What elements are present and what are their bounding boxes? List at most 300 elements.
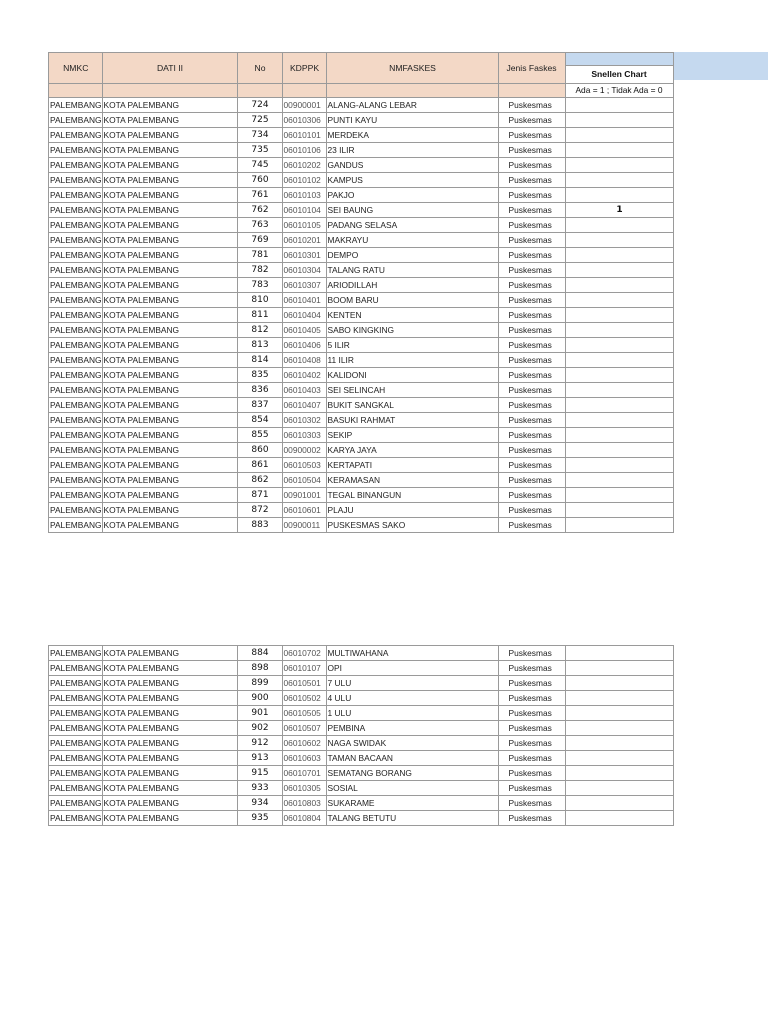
cell-dati: KOTA PALEMBANG — [102, 368, 237, 383]
cell-dati: KOTA PALEMBANG — [102, 293, 237, 308]
cell-no: 860 — [237, 443, 282, 458]
table-row — [49, 721, 674, 736]
table-row — [49, 781, 674, 796]
cell-jenis-faskes: Puskesmas — [498, 488, 565, 503]
cell-no: 735 — [237, 143, 282, 158]
cell-kdppk: 06010201 — [282, 233, 326, 248]
table-row — [49, 113, 674, 128]
cell-jenis-faskes: Puskesmas — [498, 721, 565, 736]
cell-nmfaskes: ARIODILLAH — [326, 278, 498, 293]
cell-nmkc: PALEMBANG — [49, 751, 103, 766]
cell-kdppk: 06010101 — [282, 128, 326, 143]
cell-nmkc: PALEMBANG — [49, 691, 103, 706]
cell-nmfaskes: TALANG RATU — [326, 263, 498, 278]
cell-jenis-faskes: Puskesmas — [498, 308, 565, 323]
cell-kdppk: 06010505 — [282, 706, 326, 721]
cell-no: 899 — [237, 676, 282, 691]
cell-snellen — [565, 443, 673, 458]
table-row — [49, 413, 674, 428]
cell-snellen — [565, 766, 673, 781]
cell-kdppk: 06010102 — [282, 173, 326, 188]
cell-jenis-faskes: Puskesmas — [498, 293, 565, 308]
cell-nmkc: PALEMBANG — [49, 706, 103, 721]
cell-dati: KOTA PALEMBANG — [102, 503, 237, 518]
cell-dati: KOTA PALEMBANG — [102, 413, 237, 428]
cell-nmkc: PALEMBANG — [49, 218, 103, 233]
cell-kdppk: 06010502 — [282, 691, 326, 706]
cell-kdppk: 06010803 — [282, 796, 326, 811]
cell-no: 855 — [237, 428, 282, 443]
cell-kdppk: 06010402 — [282, 368, 326, 383]
cell-snellen — [565, 233, 673, 248]
cell-snellen — [565, 796, 673, 811]
table-row — [49, 398, 674, 413]
table-row — [49, 233, 674, 248]
cell-jenis-faskes: Puskesmas — [498, 473, 565, 488]
table-row — [49, 428, 674, 443]
cell-jenis-faskes: Puskesmas — [498, 368, 565, 383]
cell-jenis-faskes: Puskesmas — [498, 278, 565, 293]
cell-jenis-faskes: Puskesmas — [498, 413, 565, 428]
cell-snellen — [565, 188, 673, 203]
cell-kdppk: 06010103 — [282, 188, 326, 203]
cell-jenis-faskes: Puskesmas — [498, 503, 565, 518]
cell-kdppk: 06010601 — [282, 503, 326, 518]
cell-no: 913 — [237, 751, 282, 766]
cell-no: 814 — [237, 353, 282, 368]
cell-kdppk: 06010302 — [282, 413, 326, 428]
cell-nmkc: PALEMBANG — [49, 428, 103, 443]
table-row — [49, 143, 674, 158]
table-row — [49, 188, 674, 203]
cell-jenis-faskes: Puskesmas — [498, 98, 565, 113]
cell-no: 854 — [237, 413, 282, 428]
cell-snellen — [565, 128, 673, 143]
cell-no: 810 — [237, 293, 282, 308]
cell-snellen — [565, 646, 673, 661]
cell-snellen — [565, 113, 673, 128]
cell-no: 935 — [237, 811, 282, 826]
cell-dati: KOTA PALEMBANG — [102, 488, 237, 503]
cell-kdppk: 06010602 — [282, 736, 326, 751]
table-row — [49, 248, 674, 263]
table-row — [49, 278, 674, 293]
cell-jenis-faskes: Puskesmas — [498, 781, 565, 796]
cell-nmkc: PALEMBANG — [49, 353, 103, 368]
header-jenis-faskes: Jenis Faskes — [498, 53, 565, 84]
table-row — [49, 736, 674, 751]
cell-jenis-faskes: Puskesmas — [498, 646, 565, 661]
header-nmfaskes: NMFASKES — [326, 53, 498, 84]
cell-kdppk: 06010501 — [282, 676, 326, 691]
cell-nmfaskes: PUNTI KAYU — [326, 113, 498, 128]
cell-kdppk: 06010406 — [282, 338, 326, 353]
cell-no: 836 — [237, 383, 282, 398]
cell-nmfaskes: DEMPO — [326, 248, 498, 263]
cell-dati: KOTA PALEMBANG — [102, 128, 237, 143]
cell-dati: KOTA PALEMBANG — [102, 218, 237, 233]
cell-dati: KOTA PALEMBANG — [102, 443, 237, 458]
cell-nmkc: PALEMBANG — [49, 488, 103, 503]
cell-no: 783 — [237, 278, 282, 293]
cell-snellen — [565, 293, 673, 308]
cell-nmkc: PALEMBANG — [49, 646, 103, 661]
cell-nmkc: PALEMBANG — [49, 503, 103, 518]
cell-snellen — [565, 721, 673, 736]
cell-jenis-faskes: Puskesmas — [498, 443, 565, 458]
table-row — [49, 646, 674, 661]
cell-jenis-faskes: Puskesmas — [498, 691, 565, 706]
cell-no: 915 — [237, 766, 282, 781]
cell-nmkc: PALEMBANG — [49, 158, 103, 173]
cell-jenis-faskes: Puskesmas — [498, 338, 565, 353]
cell-no: 862 — [237, 473, 282, 488]
cell-nmkc: PALEMBANG — [49, 721, 103, 736]
table-row — [49, 293, 674, 308]
cell-snellen — [565, 323, 673, 338]
cell-dati: KOTA PALEMBANG — [102, 458, 237, 473]
cell-nmkc: PALEMBANG — [49, 308, 103, 323]
cell-jenis-faskes: Puskesmas — [498, 518, 565, 533]
table-header-row — [49, 53, 674, 84]
cell-no: 835 — [237, 368, 282, 383]
cell-nmfaskes: PAKJO — [326, 188, 498, 203]
cell-kdppk: 06010401 — [282, 293, 326, 308]
cell-snellen — [565, 458, 673, 473]
cell-nmfaskes: BUKIT SANGKAL — [326, 398, 498, 413]
table-row — [49, 128, 674, 143]
cell-dati: KOTA PALEMBANG — [102, 646, 237, 661]
table-row — [49, 691, 674, 706]
cell-nmfaskes: OPI — [326, 661, 498, 676]
cell-nmfaskes: 7 ULU — [326, 676, 498, 691]
table-row — [49, 811, 674, 826]
cell-dati: KOTA PALEMBANG — [102, 308, 237, 323]
cell-dati: KOTA PALEMBANG — [102, 143, 237, 158]
cell-no: 912 — [237, 736, 282, 751]
cell-jenis-faskes: Puskesmas — [498, 398, 565, 413]
cell-dati: KOTA PALEMBANG — [102, 721, 237, 736]
cell-nmkc: PALEMBANG — [49, 368, 103, 383]
cell-nmkc: PALEMBANG — [49, 263, 103, 278]
cell-nmfaskes: SEI SELINCAH — [326, 383, 498, 398]
table-subheader-row — [49, 84, 674, 98]
cell-jenis-faskes: Puskesmas — [498, 233, 565, 248]
cell-snellen — [565, 143, 673, 158]
cell-nmfaskes: 23 ILIR — [326, 143, 498, 158]
cell-snellen — [565, 353, 673, 368]
cell-no: 934 — [237, 796, 282, 811]
cell-no: 781 — [237, 248, 282, 263]
cell-snellen — [565, 428, 673, 443]
cell-dati: KOTA PALEMBANG — [102, 781, 237, 796]
cell-nmfaskes: 4 ULU — [326, 691, 498, 706]
cell-nmkc: PALEMBANG — [49, 383, 103, 398]
cell-nmfaskes: GANDUS — [326, 158, 498, 173]
column-header-fill — [665, 52, 768, 80]
cell-nmfaskes: KARYA JAYA — [326, 443, 498, 458]
facility-table-top — [48, 52, 674, 533]
cell-jenis-faskes: Puskesmas — [498, 796, 565, 811]
cell-nmfaskes: BASUKI RAHMAT — [326, 413, 498, 428]
cell-snellen — [565, 503, 673, 518]
cell-kdppk: 06010305 — [282, 781, 326, 796]
cell-dati: KOTA PALEMBANG — [102, 751, 237, 766]
cell-nmfaskes: MAKRAYU — [326, 233, 498, 248]
cell-no: 769 — [237, 233, 282, 248]
cell-dati: KOTA PALEMBANG — [102, 473, 237, 488]
table-row — [49, 766, 674, 781]
cell-nmkc: PALEMBANG — [49, 398, 103, 413]
cell-kdppk: 06010701 — [282, 766, 326, 781]
cell-snellen — [565, 661, 673, 676]
cell-jenis-faskes: Puskesmas — [498, 158, 565, 173]
cell-kdppk: 06010804 — [282, 811, 326, 826]
cell-nmkc: PALEMBANG — [49, 781, 103, 796]
cell-dati: KOTA PALEMBANG — [102, 278, 237, 293]
table-row — [49, 308, 674, 323]
cell-kdppk: 06010504 — [282, 473, 326, 488]
cell-nmkc: PALEMBANG — [49, 233, 103, 248]
cell-jenis-faskes: Puskesmas — [498, 353, 565, 368]
cell-jenis-faskes: Puskesmas — [498, 203, 565, 218]
cell-dati: KOTA PALEMBANG — [102, 766, 237, 781]
cell-kdppk: 00900002 — [282, 443, 326, 458]
cell-nmkc: PALEMBANG — [49, 458, 103, 473]
cell-nmkc: PALEMBANG — [49, 128, 103, 143]
cell-dati: KOTA PALEMBANG — [102, 323, 237, 338]
cell-jenis-faskes: Puskesmas — [498, 323, 565, 338]
cell-dati: KOTA PALEMBANG — [102, 736, 237, 751]
cell-snellen — [565, 473, 673, 488]
cell-kdppk: 06010407 — [282, 398, 326, 413]
cell-nmfaskes: SEKIP — [326, 428, 498, 443]
cell-dati: KOTA PALEMBANG — [102, 811, 237, 826]
cell-nmkc: PALEMBANG — [49, 98, 103, 113]
cell-kdppk: 06010403 — [282, 383, 326, 398]
cell-snellen — [565, 383, 673, 398]
table-row — [49, 796, 674, 811]
cell-kdppk: 06010304 — [282, 263, 326, 278]
cell-jenis-faskes: Puskesmas — [498, 766, 565, 781]
cell-nmkc: PALEMBANG — [49, 736, 103, 751]
cell-kdppk: 06010105 — [282, 218, 326, 233]
header-no: No — [237, 53, 282, 84]
cell-jenis-faskes: Puskesmas — [498, 428, 565, 443]
cell-nmfaskes: KAMPUS — [326, 173, 498, 188]
cell-nmkc: PALEMBANG — [49, 518, 103, 533]
header-nmkc: NMKC — [49, 53, 103, 84]
cell-nmfaskes: PLAJU — [326, 503, 498, 518]
cell-no: 898 — [237, 661, 282, 676]
cell-nmfaskes: KERTAPATI — [326, 458, 498, 473]
cell-dati: KOTA PALEMBANG — [102, 661, 237, 676]
cell-nmfaskes: BOOM BARU — [326, 293, 498, 308]
cell-kdppk: 06010603 — [282, 751, 326, 766]
table-row — [49, 488, 674, 503]
cell-kdppk: 06010507 — [282, 721, 326, 736]
table-row — [49, 353, 674, 368]
cell-kdppk: 06010106 — [282, 143, 326, 158]
cell-kdppk: 06010503 — [282, 458, 326, 473]
cell-snellen — [565, 691, 673, 706]
header-snellen-band — [566, 53, 673, 66]
cell-snellen — [565, 398, 673, 413]
cell-nmfaskes: MERDEKA — [326, 128, 498, 143]
table-row — [49, 263, 674, 278]
cell-dati: KOTA PALEMBANG — [102, 263, 237, 278]
cell-nmkc: PALEMBANG — [49, 443, 103, 458]
table-row — [49, 368, 674, 383]
cell-nmkc: PALEMBANG — [49, 661, 103, 676]
cell-snellen — [565, 98, 673, 113]
cell-kdppk: 06010307 — [282, 278, 326, 293]
table-row — [49, 706, 674, 721]
cell-nmfaskes: NAGA SWIDAK — [326, 736, 498, 751]
cell-no: 724 — [237, 98, 282, 113]
cell-nmkc: PALEMBANG — [49, 278, 103, 293]
cell-nmkc: PALEMBANG — [49, 203, 103, 218]
header-dati: DATI II — [102, 53, 237, 84]
cell-nmfaskes: PADANG SELASA — [326, 218, 498, 233]
cell-no: 871 — [237, 488, 282, 503]
cell-no: 902 — [237, 721, 282, 736]
cell-snellen — [565, 338, 673, 353]
cell-no: 900 — [237, 691, 282, 706]
cell-no: 782 — [237, 263, 282, 278]
cell-snellen — [565, 218, 673, 233]
cell-dati: KOTA PALEMBANG — [102, 203, 237, 218]
header-kdppk: KDPPK — [282, 53, 326, 84]
cell-nmkc: PALEMBANG — [49, 293, 103, 308]
cell-kdppk: 06010104 — [282, 203, 326, 218]
cell-no: 760 — [237, 173, 282, 188]
cell-kdppk: 06010404 — [282, 308, 326, 323]
cell-nmfaskes: MULTIWAHANA — [326, 646, 498, 661]
cell-jenis-faskes: Puskesmas — [498, 811, 565, 826]
cell-snellen — [565, 811, 673, 826]
cell-kdppk: 06010306 — [282, 113, 326, 128]
cell-nmkc: PALEMBANG — [49, 766, 103, 781]
cell-jenis-faskes: Puskesmas — [498, 458, 565, 473]
cell-snellen — [565, 736, 673, 751]
cell-jenis-faskes: Puskesmas — [498, 751, 565, 766]
cell-kdppk: 06010303 — [282, 428, 326, 443]
cell-dati: KOTA PALEMBANG — [102, 383, 237, 398]
cell-snellen — [565, 781, 673, 796]
cell-kdppk: 00901001 — [282, 488, 326, 503]
cell-nmfaskes: 1 ULU — [326, 706, 498, 721]
cell-dati: KOTA PALEMBANG — [102, 248, 237, 263]
cell-nmkc: PALEMBANG — [49, 473, 103, 488]
cell-nmfaskes: KERAMASAN — [326, 473, 498, 488]
cell-jenis-faskes: Puskesmas — [498, 113, 565, 128]
table-row — [49, 338, 674, 353]
cell-snellen — [565, 488, 673, 503]
cell-jenis-faskes: Puskesmas — [498, 661, 565, 676]
cell-nmfaskes: SABO KINGKING — [326, 323, 498, 338]
cell-nmkc: PALEMBANG — [49, 113, 103, 128]
cell-no: 861 — [237, 458, 282, 473]
cell-jenis-faskes: Puskesmas — [498, 128, 565, 143]
cell-jenis-faskes: Puskesmas — [498, 706, 565, 721]
facility-table-bottom — [48, 645, 674, 826]
cell-no: 837 — [237, 398, 282, 413]
cell-dati: KOTA PALEMBANG — [102, 796, 237, 811]
cell-jenis-faskes: Puskesmas — [498, 248, 565, 263]
cell-snellen — [565, 278, 673, 293]
cell-nmfaskes: ALANG-ALANG LEBAR — [326, 98, 498, 113]
table-row — [49, 218, 674, 233]
table-row — [49, 458, 674, 473]
cell-snellen — [565, 158, 673, 173]
table-row — [49, 503, 674, 518]
cell-nmkc: PALEMBANG — [49, 796, 103, 811]
cell-no: 813 — [237, 338, 282, 353]
cell-dati: KOTA PALEMBANG — [102, 233, 237, 248]
snellen-legend: Ada = 1 ; Tidak Ada = 0 — [565, 84, 673, 98]
cell-dati: KOTA PALEMBANG — [102, 691, 237, 706]
cell-nmkc: PALEMBANG — [49, 676, 103, 691]
cell-kdppk: 00900001 — [282, 98, 326, 113]
cell-kdppk: 06010107 — [282, 661, 326, 676]
table-row — [49, 751, 674, 766]
cell-kdppk: 06010202 — [282, 158, 326, 173]
cell-snellen — [565, 518, 673, 533]
cell-nmfaskes: SEI BAUNG — [326, 203, 498, 218]
cell-dati: KOTA PALEMBANG — [102, 706, 237, 721]
header-snellen-cell — [565, 53, 673, 84]
cell-no: 763 — [237, 218, 282, 233]
cell-jenis-faskes: Puskesmas — [498, 736, 565, 751]
cell-no: 762 — [237, 203, 282, 218]
table-row — [49, 173, 674, 188]
cell-no: 812 — [237, 323, 282, 338]
cell-no: 811 — [237, 308, 282, 323]
cell-nmfaskes: KENTEN — [326, 308, 498, 323]
cell-snellen — [565, 413, 673, 428]
table-row — [49, 98, 674, 113]
cell-no: 933 — [237, 781, 282, 796]
cell-snellen — [565, 263, 673, 278]
cell-nmkc: PALEMBANG — [49, 338, 103, 353]
cell-nmkc: PALEMBANG — [49, 323, 103, 338]
cell-snellen — [565, 676, 673, 691]
cell-nmkc: PALEMBANG — [49, 188, 103, 203]
cell-jenis-faskes: Puskesmas — [498, 263, 565, 278]
cell-no: 872 — [237, 503, 282, 518]
cell-snellen — [565, 706, 673, 721]
cell-dati: KOTA PALEMBANG — [102, 338, 237, 353]
table-row — [49, 383, 674, 398]
cell-nmkc: PALEMBANG — [49, 811, 103, 826]
cell-nmfaskes: PUSKESMAS SAKO — [326, 518, 498, 533]
table-row — [49, 473, 674, 488]
table-row — [49, 158, 674, 173]
cell-no: 745 — [237, 158, 282, 173]
table-row — [49, 518, 674, 533]
cell-dati: KOTA PALEMBANG — [102, 398, 237, 413]
cell-nmfaskes: PEMBINA — [326, 721, 498, 736]
cell-kdppk: 06010405 — [282, 323, 326, 338]
cell-nmfaskes: TAMAN BACAAN — [326, 751, 498, 766]
cell-nmfaskes: SUKARAME — [326, 796, 498, 811]
cell-jenis-faskes: Puskesmas — [498, 383, 565, 398]
cell-nmkc: PALEMBANG — [49, 173, 103, 188]
cell-no: 901 — [237, 706, 282, 721]
cell-snellen — [565, 308, 673, 323]
cell-jenis-faskes: Puskesmas — [498, 143, 565, 158]
